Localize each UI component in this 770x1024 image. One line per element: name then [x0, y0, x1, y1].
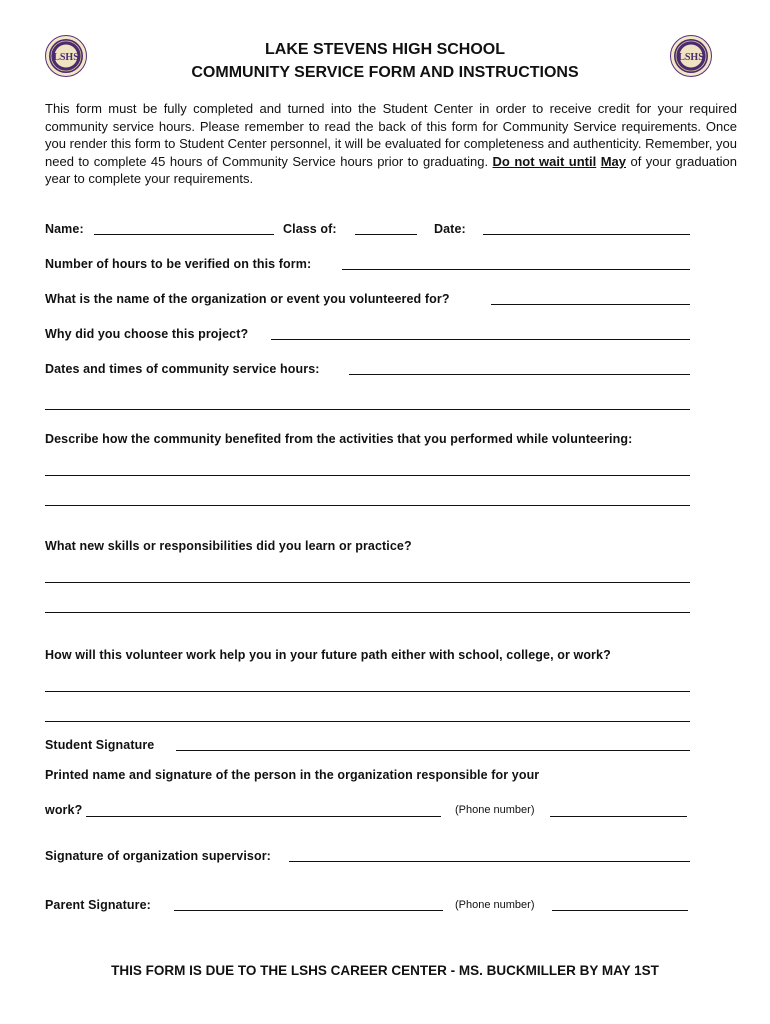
- phone-label-parent: (Phone number): [455, 899, 535, 911]
- parent-signature-field[interactable]: [174, 910, 443, 911]
- hours-label: Number of hours to be verified on this form:: [45, 257, 312, 271]
- phone-field-parent[interactable]: [552, 910, 688, 911]
- benefit-field-line-2[interactable]: [45, 505, 690, 506]
- responsible-person-field[interactable]: [86, 816, 441, 817]
- logo-letters: LSHS: [678, 52, 704, 63]
- future-path-field-line-2[interactable]: [45, 721, 690, 722]
- future-path-field-line-1[interactable]: [45, 691, 690, 692]
- organization-label: What is the name of the organization or event you volunteered for?: [45, 292, 450, 306]
- instructions-tail: of your graduation year to complete your requirements.: [45, 153, 737, 187]
- name-field[interactable]: [94, 234, 274, 235]
- date-label: Date:: [434, 222, 466, 236]
- class-of-field[interactable]: [355, 234, 417, 235]
- phone-label-supervisor: (Phone number): [455, 804, 535, 816]
- logo-letters: LSHS: [53, 52, 79, 63]
- benefit-field-line-1[interactable]: [45, 475, 690, 476]
- hours-field[interactable]: [342, 269, 690, 270]
- school-title: LAKE STEVENS HIGH SCHOOL: [264, 41, 506, 58]
- instructions-text: This form must be fully completed and turned into the Student Center in order to receive credit for your required community service hours. Please remember to read the back of this form for Community Service requirements. Once you render this form to Student Center personnel, it will be evaluated for completeness and authenticity. Remember, you need to complete 45 hours of Community Service hours prior to graduating.: [45, 101, 737, 169]
- date-field[interactable]: [483, 234, 690, 235]
- responsible-person-label: Printed name and signature of the person in the organization responsible for your: [45, 768, 540, 782]
- organization-field[interactable]: [491, 304, 690, 305]
- phone-field-supervisor[interactable]: [550, 816, 687, 817]
- dates-times-label: Dates and times of community service hours:: [45, 362, 320, 376]
- skills-label: What new skills or responsibilities did you learn or practice?: [45, 539, 412, 553]
- parent-signature-label: Parent Signature:: [45, 898, 151, 912]
- work-label: work?: [45, 803, 83, 817]
- benefit-label: Describe how the community benefited from the activities that you performed while volunteering:: [45, 432, 633, 446]
- future-path-label: How will this volunteer work help you in your future path either with school, college, or work?: [45, 648, 611, 662]
- deadline-emphasis: Do not wait until: [492, 153, 597, 169]
- student-signature-label: Student Signature: [45, 738, 155, 752]
- dates-times-field[interactable]: [349, 374, 690, 375]
- supervisor-signature-label: Signature of organization supervisor:: [45, 849, 271, 863]
- why-label: Why did you choose this project?: [45, 327, 249, 341]
- class-of-label: Class of:: [283, 222, 337, 236]
- dates-times-field-line-2[interactable]: [45, 409, 690, 410]
- deadline-emphasis-month: May: [600, 153, 626, 169]
- student-signature-field[interactable]: [176, 750, 690, 751]
- form-title: COMMUNITY SERVICE FORM AND INSTRUCTIONS: [191, 64, 579, 81]
- skills-field-line-2[interactable]: [45, 612, 690, 613]
- due-date-notice: THIS FORM IS DUE TO THE LSHS CAREER CENTER - MS. BUCKMILLER BY MAY 1ST: [111, 963, 659, 978]
- skills-field-line-1[interactable]: [45, 582, 690, 583]
- name-label: Name:: [45, 222, 84, 236]
- supervisor-signature-field[interactable]: [289, 861, 690, 862]
- why-field[interactable]: [271, 339, 690, 340]
- instructions-paragraph: [45, 100, 737, 188]
